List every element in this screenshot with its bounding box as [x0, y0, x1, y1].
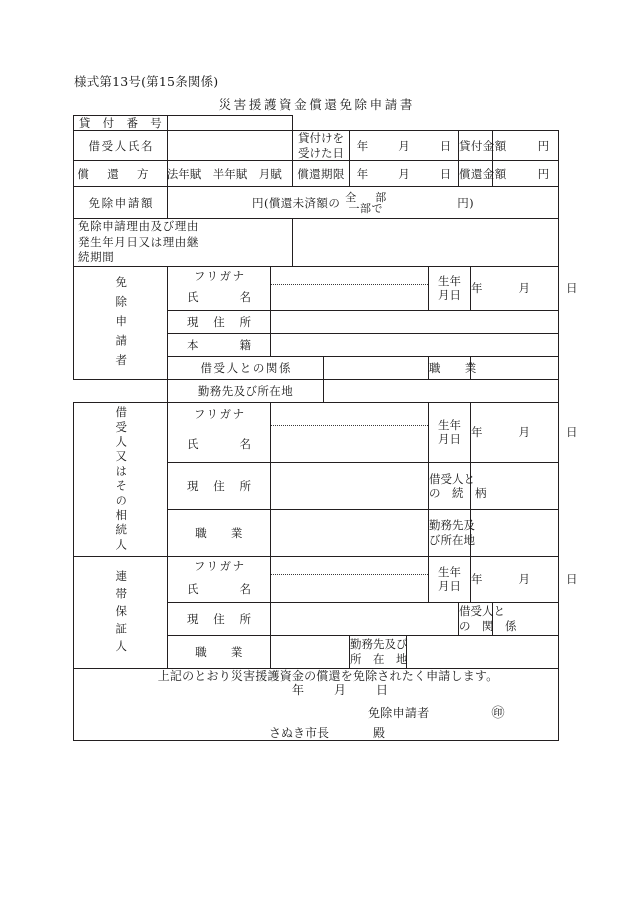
- table-row-repayment: [74, 161, 559, 187]
- borrower-workplace-label: [429, 509, 475, 556]
- applicant-group-label: [74, 266, 168, 379]
- applicant-address-label: [168, 310, 271, 333]
- borrower-workplace-value[interactable]: [471, 509, 559, 556]
- applicant-birth-label: [429, 266, 471, 310]
- table-row-applicant-furigana: [74, 266, 559, 285]
- exemption-amount-suffix: 円): [457, 195, 475, 210]
- table-row-guarantor-furigana: [74, 556, 559, 575]
- applicant-workplace-label: [168, 379, 324, 402]
- loan-date-year: 年: [356, 138, 369, 153]
- loan-amount-unit: 円: [537, 138, 550, 153]
- exemption-scope-options[interactable]: [341, 192, 390, 214]
- declaration-date-day: 日: [376, 683, 389, 698]
- borrower-group-label-text: 借受人又はその相続人: [114, 405, 129, 553]
- table-row-exemption-amount: [74, 187, 559, 219]
- guarantor-name-value[interactable]: [271, 575, 429, 602]
- guarantor-birth-month: 月: [518, 572, 530, 587]
- borrower-birth-label-line1: 生年: [438, 417, 461, 432]
- guarantor-furigana-label-text: フリガナ: [193, 559, 246, 573]
- borrower-birth-day: 日: [566, 425, 578, 440]
- repayment-amount-label: [459, 161, 507, 187]
- guarantor-occupation-label: [168, 635, 271, 668]
- repayment-deadline-label-text: 償還期限: [297, 166, 345, 181]
- guarantor-name-label-text: 氏 名: [187, 581, 253, 596]
- reason-label-line3: 続期間: [78, 250, 115, 265]
- repayment-method-options[interactable]: 年賦 半年賦 月賦: [168, 161, 293, 187]
- borrower-birth-label: [429, 402, 471, 462]
- borrower-relation-label-line1: 借受人と: [429, 471, 475, 486]
- borrower-name-label2-text: 氏 名: [187, 436, 253, 451]
- repayment-deadline-label: [293, 161, 350, 187]
- applicant-workplace-value[interactable]: [324, 379, 559, 402]
- guarantor-workplace-value[interactable]: [407, 635, 559, 668]
- applicant-birth-label-line1: 生年: [438, 273, 461, 288]
- loan-date-label-line2: 受けた日: [298, 145, 344, 160]
- borrower-name-label-text: 借受人氏名: [88, 138, 155, 153]
- borrower-address-label: [168, 463, 271, 510]
- reason-label: [74, 219, 293, 267]
- guarantor-group-label-text: 連帯保証人: [114, 570, 129, 658]
- loan-number-value[interactable]: [168, 116, 293, 131]
- exemption-amount-label-text: 免除申請額: [88, 195, 155, 210]
- guarantor-relation-label-line2: の 関 係: [459, 618, 517, 633]
- guarantor-workplace-label-line2: 所 在 地: [350, 651, 408, 666]
- applicant-group-label-filler: [74, 379, 168, 402]
- borrower-occupation-value[interactable]: [271, 509, 429, 556]
- borrower-birth-month: 月: [518, 425, 530, 440]
- borrower-birth-year: 年: [471, 425, 483, 440]
- exemption-amount-value[interactable]: [168, 187, 559, 219]
- declaration-statement: 上記のとおり災害援護資金の償還を免除されたく申請します。: [157, 668, 499, 683]
- repayment-deadline-month: 月: [398, 166, 410, 181]
- guarantor-birth-day: 日: [566, 572, 578, 587]
- applicant-registry-label: [168, 333, 271, 356]
- declaration-block: [74, 668, 559, 741]
- guarantor-birth-value[interactable]: [471, 556, 578, 602]
- loan-number-label-text: 貸 付 番 号: [78, 116, 163, 130]
- applicant-occupation-label-text: 職 業: [429, 360, 477, 375]
- applicant-birth-month: 月: [518, 281, 530, 296]
- applicant-birth-day: 日: [566, 281, 578, 296]
- repayment-deadline-value[interactable]: [350, 161, 459, 187]
- applicant-birth-label-line2: 月日: [438, 288, 461, 303]
- borrower-furigana-label-text: フリガナ: [193, 407, 246, 422]
- guarantor-relation-label-line1: 借受人と: [459, 604, 505, 619]
- guarantor-birth-label-line2: 月日: [438, 579, 461, 594]
- loan-amount-label-text: 貸付金額: [459, 138, 507, 153]
- repayment-amount-unit: 円: [537, 166, 550, 181]
- applicant-name-value[interactable]: [271, 285, 429, 310]
- repayment-deadline-year: 年: [356, 166, 369, 181]
- reason-label-line2: 発生年月日又は理由継: [78, 234, 199, 249]
- mayor-label: さぬき市長: [269, 725, 330, 740]
- loan-number-label: [74, 116, 168, 131]
- guarantor-workplace-label-line1: 勤務先及び: [350, 637, 408, 652]
- table-row-borrower-name: [74, 131, 559, 161]
- borrower-workplace-label-line2: び所在地: [429, 532, 475, 547]
- table-row-declaration: [74, 668, 559, 741]
- furigana-divider: [271, 284, 428, 285]
- loan-date-day: 日: [439, 138, 452, 153]
- declaration-addressee: [74, 726, 558, 741]
- table-row-applicant-workplace: [74, 379, 559, 402]
- guarantor-occupation-label-text: 職 業: [195, 644, 243, 659]
- guarantor-address-label: [168, 602, 271, 635]
- applicant-workplace-label-text: 勤務先及び所在地: [197, 383, 294, 398]
- applicant-address-label-text: 現 住 所: [187, 314, 253, 329]
- furigana-divider: [271, 574, 428, 575]
- declaration-signature-row: [74, 706, 558, 721]
- repayment-deadline-day: 日: [439, 166, 452, 181]
- loan-date-label-line1: 貸付けを: [298, 131, 344, 146]
- guarantor-name-label: [168, 575, 271, 602]
- declaration-date[interactable]: [74, 683, 558, 698]
- borrower-name-value2[interactable]: [271, 426, 429, 463]
- borrower-occupation-label: [168, 509, 271, 556]
- declaration-date-month: 月: [334, 683, 347, 698]
- applicant-birth-value[interactable]: [471, 266, 578, 310]
- borrower-furigana-label: [168, 402, 271, 425]
- borrower-name-label: [74, 131, 168, 161]
- guarantor-address-label-text: 現 住 所: [187, 611, 253, 626]
- borrower-birth-label-line2: 月日: [438, 432, 461, 447]
- guarantor-occupation-value[interactable]: [271, 635, 350, 668]
- form-number: 様式第13号(第15条関係): [74, 74, 219, 89]
- declaration-applicant-label: 免除申請者: [368, 706, 430, 721]
- reason-label-line1: 免除申請理由及び理由: [78, 219, 199, 234]
- guarantor-relation-label: [459, 602, 517, 635]
- loan-date-value[interactable]: [350, 131, 459, 161]
- applicant-occupation-label: [429, 356, 477, 379]
- page-title: 災害援護資金償還免除申請書: [218, 97, 415, 112]
- table-row-borrower-furigana: [74, 402, 559, 425]
- guarantor-address-value[interactable]: [271, 602, 459, 635]
- seal-icon: ㊞: [491, 705, 505, 721]
- borrower-relation-label-line2: の 続 柄: [429, 485, 487, 500]
- borrower-relation-label: [429, 463, 487, 510]
- loan-date-month: 月: [398, 138, 410, 153]
- applicant-registry-value[interactable]: [271, 333, 559, 356]
- applicant-registry-label-text: 本 籍: [187, 337, 253, 352]
- borrower-name-label2: [168, 426, 271, 463]
- applicant-address-value[interactable]: [271, 310, 559, 333]
- exemption-scope-part[interactable]: 一部で: [348, 201, 383, 215]
- applicant-furigana-label: [168, 266, 271, 285]
- applicant-name-label-text: 氏 名: [187, 290, 253, 305]
- applicant-furigana-label-text: フリガナ: [193, 268, 246, 283]
- exemption-amount-label: [74, 187, 168, 219]
- applicant-relation-value[interactable]: [324, 356, 429, 379]
- repayment-amount-label-text: 償還金額: [459, 166, 507, 181]
- applicant-name-label: [168, 285, 271, 310]
- applicant-group-label-text: 免除申請者: [114, 276, 129, 374]
- declaration-date-year: 年: [292, 683, 305, 698]
- borrower-group-label: [74, 402, 168, 556]
- applicant-occupation-value[interactable]: [471, 356, 559, 379]
- applicant-relation-label: [168, 356, 324, 379]
- applicant-furigana-value[interactable]: [271, 266, 429, 285]
- table-row-loan-number: [74, 116, 559, 131]
- exemption-amount-prefix: 円(償還未済額の: [252, 195, 341, 210]
- borrower-name-value[interactable]: [168, 131, 293, 161]
- loan-number-spacer: [293, 116, 559, 131]
- borrower-address-value[interactable]: [271, 463, 429, 510]
- furigana-divider: [271, 425, 428, 426]
- reason-value[interactable]: [293, 219, 559, 267]
- guarantor-birth-label-line1: 生年: [438, 564, 461, 579]
- repayment-method-label: [74, 161, 182, 187]
- application-form-table: [73, 115, 578, 741]
- borrower-workplace-label-line1: 勤務先及: [429, 518, 475, 533]
- guarantor-birth-year: 年: [471, 572, 483, 587]
- borrower-furigana-value[interactable]: [271, 402, 429, 425]
- loan-date-label: [293, 131, 350, 161]
- borrower-birth-value[interactable]: [471, 402, 578, 462]
- guarantor-workplace-label: [350, 635, 407, 668]
- guarantor-furigana-value[interactable]: [271, 556, 429, 575]
- borrower-occupation-label-text: 職 業: [195, 525, 243, 540]
- repayment-method-label-text: 償 還 方 法: [77, 166, 182, 181]
- applicant-birth-year: 年: [471, 281, 483, 296]
- guarantor-group-label: [74, 556, 168, 668]
- borrower-address-label-text: 現 住 所: [187, 478, 253, 493]
- honorific-label: 殿: [373, 725, 386, 740]
- guarantor-birth-label: [429, 556, 471, 602]
- applicant-relation-label-text: 借受人との関係: [200, 360, 293, 375]
- guarantor-furigana-label: [168, 556, 271, 575]
- table-row-reason: [74, 219, 559, 267]
- loan-amount-label: [459, 131, 507, 161]
- exemption-scope-all[interactable]: 全 部: [345, 190, 391, 204]
